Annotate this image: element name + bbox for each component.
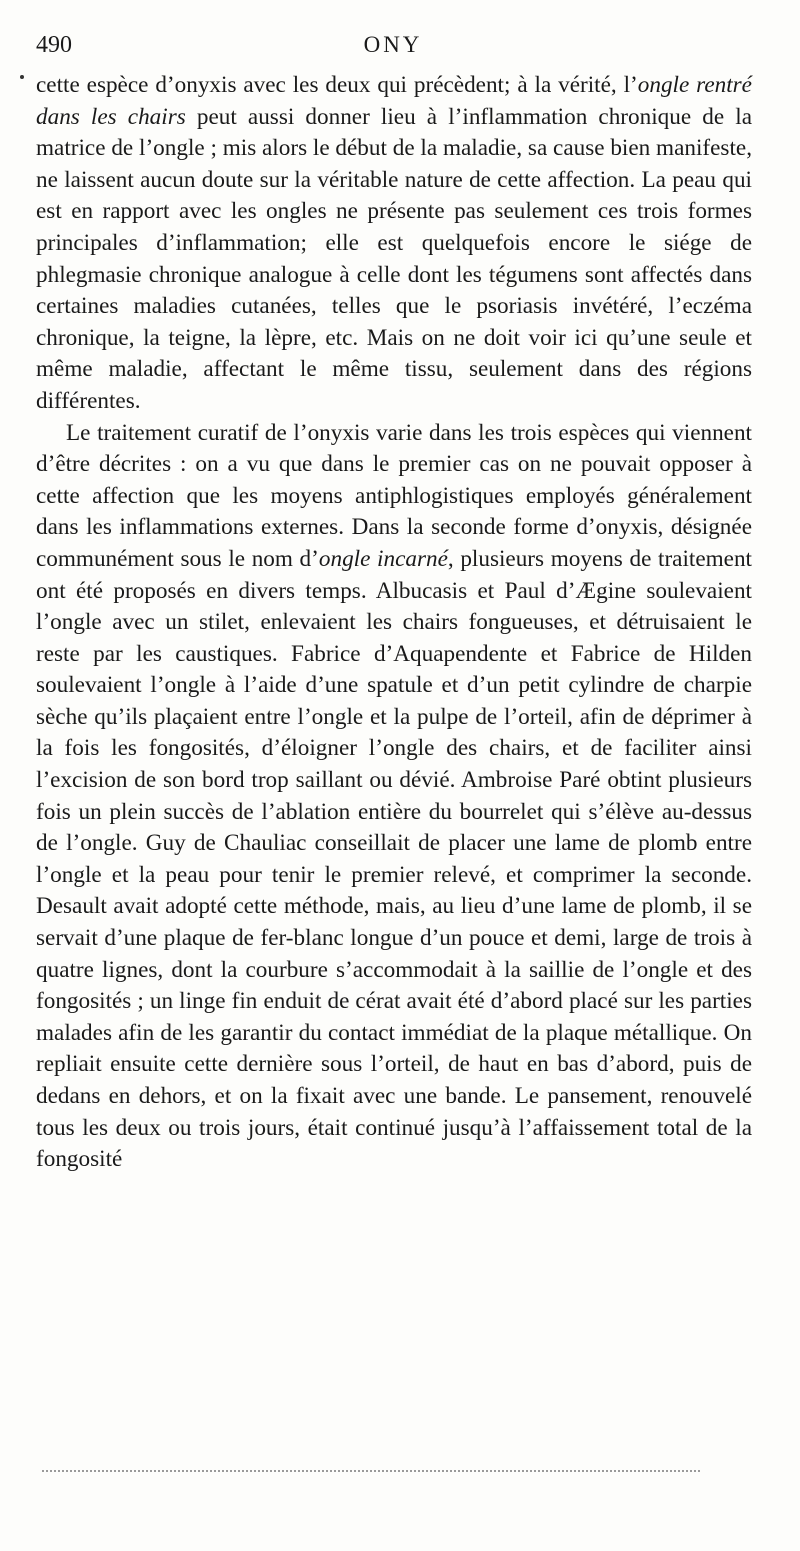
paragraph <box>36 418 752 1176</box>
footer-bleed-through-right <box>682 1470 700 1472</box>
page-header <box>36 32 750 64</box>
text-segment: cette espèce d’onyxis avec les deux qui précèdent; à la vérité, l’ <box>36 72 638 98</box>
footer-bleed-through <box>42 1470 700 1472</box>
text-segment: , plusieurs moyens de traitement ont été proposés en divers temps. Albucasis et Paul d’Ægine soulevaient l’ongle avec un stilet, enlevaient les chairs fongueuses, et détruisaient le reste par les caustiques. Fabrice d’Aquapendente et Fabrice de Hilden soulevaient l’ongle à l’aide d’une spatule et d’un petit cylindre de charpie sèche qu’ils plaçaient entre l’ongle et la pulpe de l’orteil, afin de déprimer à la fois les fongosités, d’éloigner l’ongle des chairs, et de faciliter ainsi l’excision de son bord trop saillant ou dévié. Ambroise Paré obtint plusieurs fois un plein succès de l’ablation entière du bourrelet qui s’élève au-dessus de l’ongle. Guy de Chauliac conseillait de placer une lame de plomb entre l’ongle et la peau pour tenir le premier relevé, et comprimer la seconde. Desault avait adopté cette méthode, mais, au lieu d’une lame de plomb, il se servait d’une plaque de fer-blanc longue d’un pouce et demi, large de trois à quatre lignes, dont la courbure s’accommodait à la saillie de l’ongle et des fongosités ; un linge fin enduit de cérat avait été d’abord placé sur les parties malades afin de les garantir du contact immédiat de la plaque métallique. On repliait ensuite cette dernière sous l’orteil, de haut en bas d’abord, puis de dedans en dehors, et on la fixait avec une bande. Le pansement, renouvelé tous les deux ou trois jours, était continué jusqu’à l’affaissement total de la fongosité <box>36 545 752 1173</box>
italic-term: ongle rentré dans les chairs <box>36 72 752 130</box>
running-title: ONY <box>363 32 423 57</box>
paragraph <box>36 70 752 418</box>
margin-mark <box>20 75 24 79</box>
body-text <box>36 70 752 1176</box>
text-segment: peut aussi donner lieu à l’inflammation chronique de la matrice de l’ongle ; mis alors le début de la maladie, sa cause bien manifeste, ne laissent aucun doute sur la véritable nature de cette affection. La peau qui est en rapport avec les ongles ne présente pas seulement ces trois formes principales d’inflammation; elle est quelquefois encore le siége de phlegmasie chronique analogue à celle dont les tégumens sont affectés dans certaines maladies cutanées, telles que le psoriasis invétéré, l’eczéma chronique, la teigne, la lèpre, etc. Mais on ne doit voir ici qu’une seule et même maladie, affectant le même tissu, seulement dans des régions différentes. <box>36 103 752 414</box>
italic-term: ongle incarné <box>318 545 448 572</box>
page-number: 490 <box>36 32 72 58</box>
text-segment: Le traitement curatif de l’onyxis varie dans les trois espèces qui viennent d’être décrites : on a vu que dans le premier cas on ne pouvait opposer à cette affection que les moyens antiphlogistiques employés généralement dans les inflammations externes. Dans la seconde forme d’onyxis, désignée communément sous le nom d’ <box>36 419 752 572</box>
